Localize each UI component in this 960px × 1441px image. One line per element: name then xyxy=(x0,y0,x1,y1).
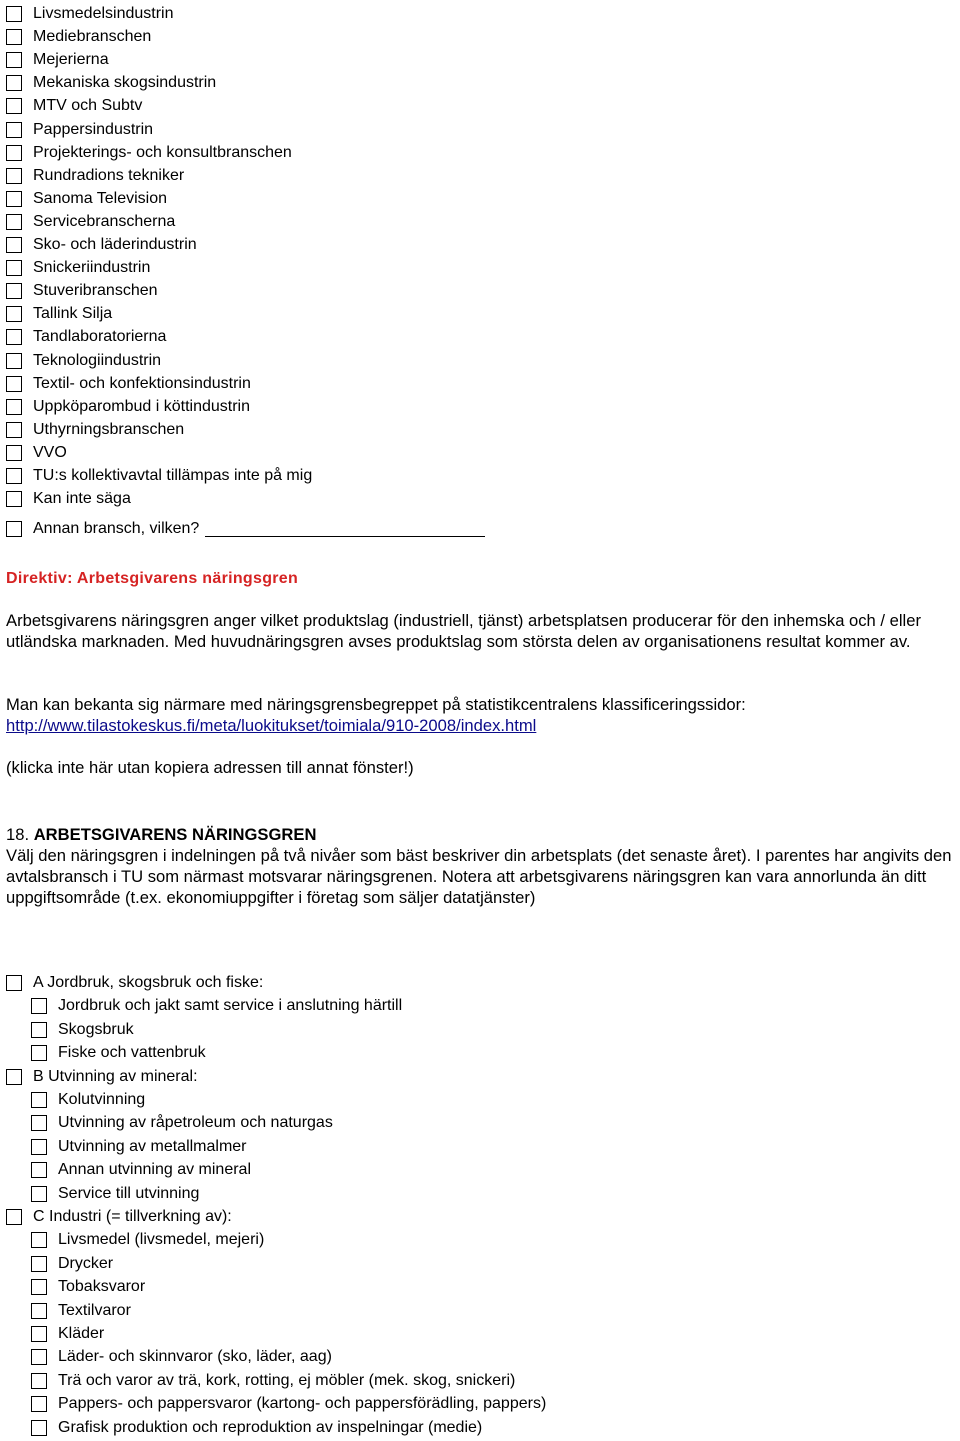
industry-option[interactable] xyxy=(0,211,175,233)
sector-subitem-label: Utvinning av råpetroleum och naturgas xyxy=(58,1114,333,1132)
directive-paragraph-2 xyxy=(6,694,956,736)
industry-option[interactable] xyxy=(0,257,150,279)
industry-option[interactable] xyxy=(0,72,216,94)
sector-option[interactable] xyxy=(0,972,263,994)
sector-option-label: C Industri (= tillverkning av): xyxy=(33,1208,232,1225)
industry-option[interactable] xyxy=(0,95,142,117)
sector-subitem-label: Kläder xyxy=(58,1325,105,1342)
industry-option[interactable] xyxy=(0,488,131,510)
sector-subitem[interactable] xyxy=(0,1393,546,1415)
sector-subitem-label: Läder- och skinnvaror (sko, läder, aag) xyxy=(58,1348,332,1366)
sector-subitem[interactable] xyxy=(0,1089,145,1111)
sector-subitem[interactable] xyxy=(0,1300,131,1322)
industry-option-label: Livsmedelsindustrin xyxy=(33,5,174,22)
industry-option[interactable] xyxy=(0,326,166,348)
industry-option[interactable] xyxy=(0,373,251,395)
industry-option-checkbox[interactable] xyxy=(6,75,22,91)
question-text: Välj den näringsgren i indelningen på två nivåer som bäst beskriver din arbetsplats (det senaste året). I parentes har angivits den avtalsbransch i TU som närmast motsvarar näringsgrenen. Notera att arbetsgivarens näringsgren kan vara annorlunda än ditt uppgiftsområde (t.ex. ekonomiuppgifter i företag som säljer datatjänster) xyxy=(6,846,952,907)
sector-subitem-label: Livsmedel (livsmedel, mejeri) xyxy=(58,1231,265,1249)
industry-option[interactable] xyxy=(0,234,197,256)
industry-option[interactable] xyxy=(0,280,158,302)
sector-subitem-checkbox[interactable] xyxy=(31,1373,47,1389)
industry-option-label: VVO xyxy=(33,443,67,461)
sector-subitem-checkbox[interactable] xyxy=(31,1139,47,1155)
sector-subitem-label: Textilvaror xyxy=(58,1301,131,1319)
industry-option-checkbox[interactable] xyxy=(6,283,22,299)
sector-subitem[interactable] xyxy=(0,1370,515,1392)
industry-option[interactable] xyxy=(0,303,112,325)
sector-subitem-checkbox[interactable] xyxy=(31,1092,47,1108)
sector-subitem-checkbox[interactable] xyxy=(31,1420,47,1436)
industry-option-checkbox[interactable] xyxy=(6,491,22,507)
sector-option-checkbox[interactable] xyxy=(6,1069,22,1085)
sector-subitem[interactable] xyxy=(0,1323,104,1345)
industry-option-label: Teknologiindustrin xyxy=(33,351,162,369)
other-industry-checkbox[interactable] xyxy=(6,521,22,537)
directive-paragraph-1: Arbetsgivarens näringsgren anger vilket produktslag (industriell, tjänst) arbetsplatsen producerar för den inhemska och / eller utländska marknaden. Med huvudnäringsgren avses produktslag som största delen av organisationens resultat kommer av. xyxy=(6,611,921,651)
sector-subitem-label: Tobaksvaror xyxy=(58,1278,146,1296)
sector-subitem[interactable] xyxy=(0,1136,247,1158)
sector-subitem[interactable] xyxy=(0,1019,134,1041)
industry-option-label: Pappersindustrin xyxy=(33,120,154,138)
industry-option-label: Stuveribranschen xyxy=(33,282,158,300)
industry-option[interactable] xyxy=(0,465,312,487)
industry-option[interactable] xyxy=(0,350,161,372)
sector-subitem[interactable] xyxy=(0,1276,145,1298)
sector-subitem[interactable] xyxy=(0,1253,113,1275)
sector-subitem-label: Service till utvinning xyxy=(58,1184,200,1202)
sector-subitem-label: Pappers- och pappersvaror (kartong- och pappersförädling, pappers) xyxy=(58,1395,547,1413)
sector-subitem[interactable] xyxy=(0,995,402,1017)
sector-subitem-checkbox[interactable] xyxy=(31,1232,47,1248)
other-industry-label: Annan bransch, vilken? xyxy=(33,520,200,537)
industry-option-checkbox[interactable] xyxy=(6,260,22,276)
directive-paragraph-2-text: Man kan bekanta sig närmare med näringsgrensbegreppet på statistikcentralens klassificeringssidor: xyxy=(6,695,746,714)
sector-subitem-label: Drycker xyxy=(58,1254,114,1272)
industry-option-label: Sko- och läderindustrin xyxy=(33,236,197,253)
classification-link[interactable]: http://www.tilastokeskus.fi/meta/luokitukset/toimiala/910-2008/index.html xyxy=(6,716,537,735)
sector-subitem-label: Trä och varor av trä, kork, rotting, ej möbler (mek. skog, snickeri) xyxy=(58,1371,516,1389)
industry-option-label: Textil- och konfektionsindustrin xyxy=(33,374,251,392)
industry-option[interactable] xyxy=(0,26,151,48)
industry-option[interactable] xyxy=(0,3,174,25)
industry-option-label: Tandlaboratorierna xyxy=(33,328,167,346)
industry-option-label: TU:s kollektivavtal tillämpas inte på mig xyxy=(33,467,313,484)
industry-option-label: Kan inte säga xyxy=(33,490,131,508)
other-industry-fill-line[interactable] xyxy=(205,522,485,537)
directive-paragraph-3: (klicka inte här utan kopiera adressen till annat fönster!) xyxy=(6,758,414,777)
sector-subitem-label: Annan utvinning av mineral xyxy=(58,1161,252,1179)
directive-title: Direktiv: Arbetsgivarens näringsgren xyxy=(6,570,299,587)
sector-option-label: B Utvinning av mineral: xyxy=(33,1067,198,1085)
industry-option-checkbox[interactable] xyxy=(6,29,22,45)
sector-subitem[interactable] xyxy=(0,1229,264,1251)
sector-subitem[interactable] xyxy=(0,1042,206,1064)
question-heading xyxy=(6,824,316,845)
sector-subitem-checkbox[interactable] xyxy=(31,1396,47,1412)
industry-option-checkbox[interactable] xyxy=(6,422,22,438)
industry-option-checkbox[interactable] xyxy=(6,237,22,253)
sector-option-checkbox[interactable] xyxy=(6,1209,22,1225)
industry-option-checkbox[interactable] xyxy=(6,98,22,114)
industry-option-checkbox[interactable] xyxy=(6,445,22,461)
sector-option-label: A Jordbruk, skogsbruk och fiske: xyxy=(33,974,264,991)
sector-subitem-label: Jordbruk och jakt samt service i anslutning härtill xyxy=(58,997,403,1015)
industry-option-label: Uthyrningsbranschen xyxy=(33,420,185,438)
sector-subitem-label: Skogsbruk xyxy=(58,1020,134,1038)
industry-option-checkbox[interactable] xyxy=(6,399,22,415)
industry-option-label: Uppköparombud i köttindustrin xyxy=(33,397,251,415)
industry-option[interactable] xyxy=(0,419,184,441)
sector-option[interactable] xyxy=(0,1206,232,1228)
industry-option-checkbox[interactable] xyxy=(6,353,22,369)
question-number: 18. xyxy=(6,825,30,844)
industry-option-checkbox[interactable] xyxy=(6,468,22,484)
industry-option-checkbox[interactable] xyxy=(6,6,22,22)
industry-option-label: Servicebranscherna xyxy=(33,212,176,230)
industry-option-checkbox[interactable] xyxy=(6,376,22,392)
industry-option-checkbox[interactable] xyxy=(6,122,22,138)
sector-subitem-checkbox[interactable] xyxy=(31,1326,47,1342)
industry-option-checkbox[interactable] xyxy=(6,168,22,184)
sector-subitem-checkbox[interactable] xyxy=(31,1256,47,1272)
industry-option[interactable] xyxy=(0,165,184,187)
industry-option-label: Rundradions tekniker xyxy=(33,166,185,184)
industry-option-checkbox[interactable] xyxy=(6,145,22,161)
industry-option[interactable] xyxy=(0,442,67,464)
industry-option-checkbox[interactable] xyxy=(6,191,22,207)
industry-option[interactable] xyxy=(0,119,153,141)
sector-subitem[interactable] xyxy=(0,1159,251,1181)
sector-subitem-label: Fiske och vattenbruk xyxy=(58,1044,206,1062)
industry-option[interactable] xyxy=(0,188,167,210)
sector-subitem-checkbox[interactable] xyxy=(31,1303,47,1319)
question-title: ARBETSGIVARENS NÄRINGSGREN xyxy=(33,825,317,844)
industry-option-checkbox[interactable] xyxy=(6,214,22,230)
sector-subitem-checkbox[interactable] xyxy=(31,998,47,1014)
sector-subitem-label: Grafisk produktion och reproduktion av inspelningar (medie) xyxy=(58,1418,483,1436)
industry-option-label: Sanoma Television xyxy=(33,189,168,207)
other-industry-option[interactable] xyxy=(0,518,485,540)
sector-subitem[interactable] xyxy=(0,1183,199,1205)
industry-option[interactable] xyxy=(0,49,109,71)
industry-option-checkbox[interactable] xyxy=(6,329,22,345)
industry-option-label: Mejerierna xyxy=(33,51,109,69)
sector-option-checkbox[interactable] xyxy=(6,975,22,991)
industry-option-label: Snickeriindustrin xyxy=(33,259,151,277)
sector-subitem-checkbox[interactable] xyxy=(31,1115,47,1131)
industry-option-checkbox[interactable] xyxy=(6,306,22,322)
industry-option-label: Mekaniska skogsindustrin xyxy=(33,74,217,92)
sector-subitem-checkbox[interactable] xyxy=(31,1022,47,1038)
sector-subitem-checkbox[interactable] xyxy=(31,1349,47,1365)
sector-option[interactable] xyxy=(0,1066,198,1088)
industry-option-label: Tallink Silja xyxy=(33,305,113,323)
sector-subitem[interactable] xyxy=(0,1346,332,1368)
industry-option-label: Projekterings- och konsultbranschen xyxy=(33,143,292,161)
industry-option[interactable] xyxy=(0,142,292,164)
industry-option-label: Mediebranschen xyxy=(33,28,152,46)
sector-subitem-checkbox[interactable] xyxy=(31,1186,47,1202)
sector-subitem-checkbox[interactable] xyxy=(31,1279,47,1295)
sector-subitem-label: Utvinning av metallmalmer xyxy=(58,1137,247,1155)
industry-option-label: MTV och Subtv xyxy=(33,97,143,115)
sector-subitem[interactable] xyxy=(0,1112,333,1134)
sector-subitem-checkbox[interactable] xyxy=(31,1162,47,1178)
sector-subitem-label: Kolutvinning xyxy=(58,1091,146,1108)
industry-option[interactable] xyxy=(0,396,250,418)
sector-subitem[interactable] xyxy=(0,1417,482,1439)
industry-option-checkbox[interactable] xyxy=(6,52,22,68)
sector-subitem-checkbox[interactable] xyxy=(31,1045,47,1061)
